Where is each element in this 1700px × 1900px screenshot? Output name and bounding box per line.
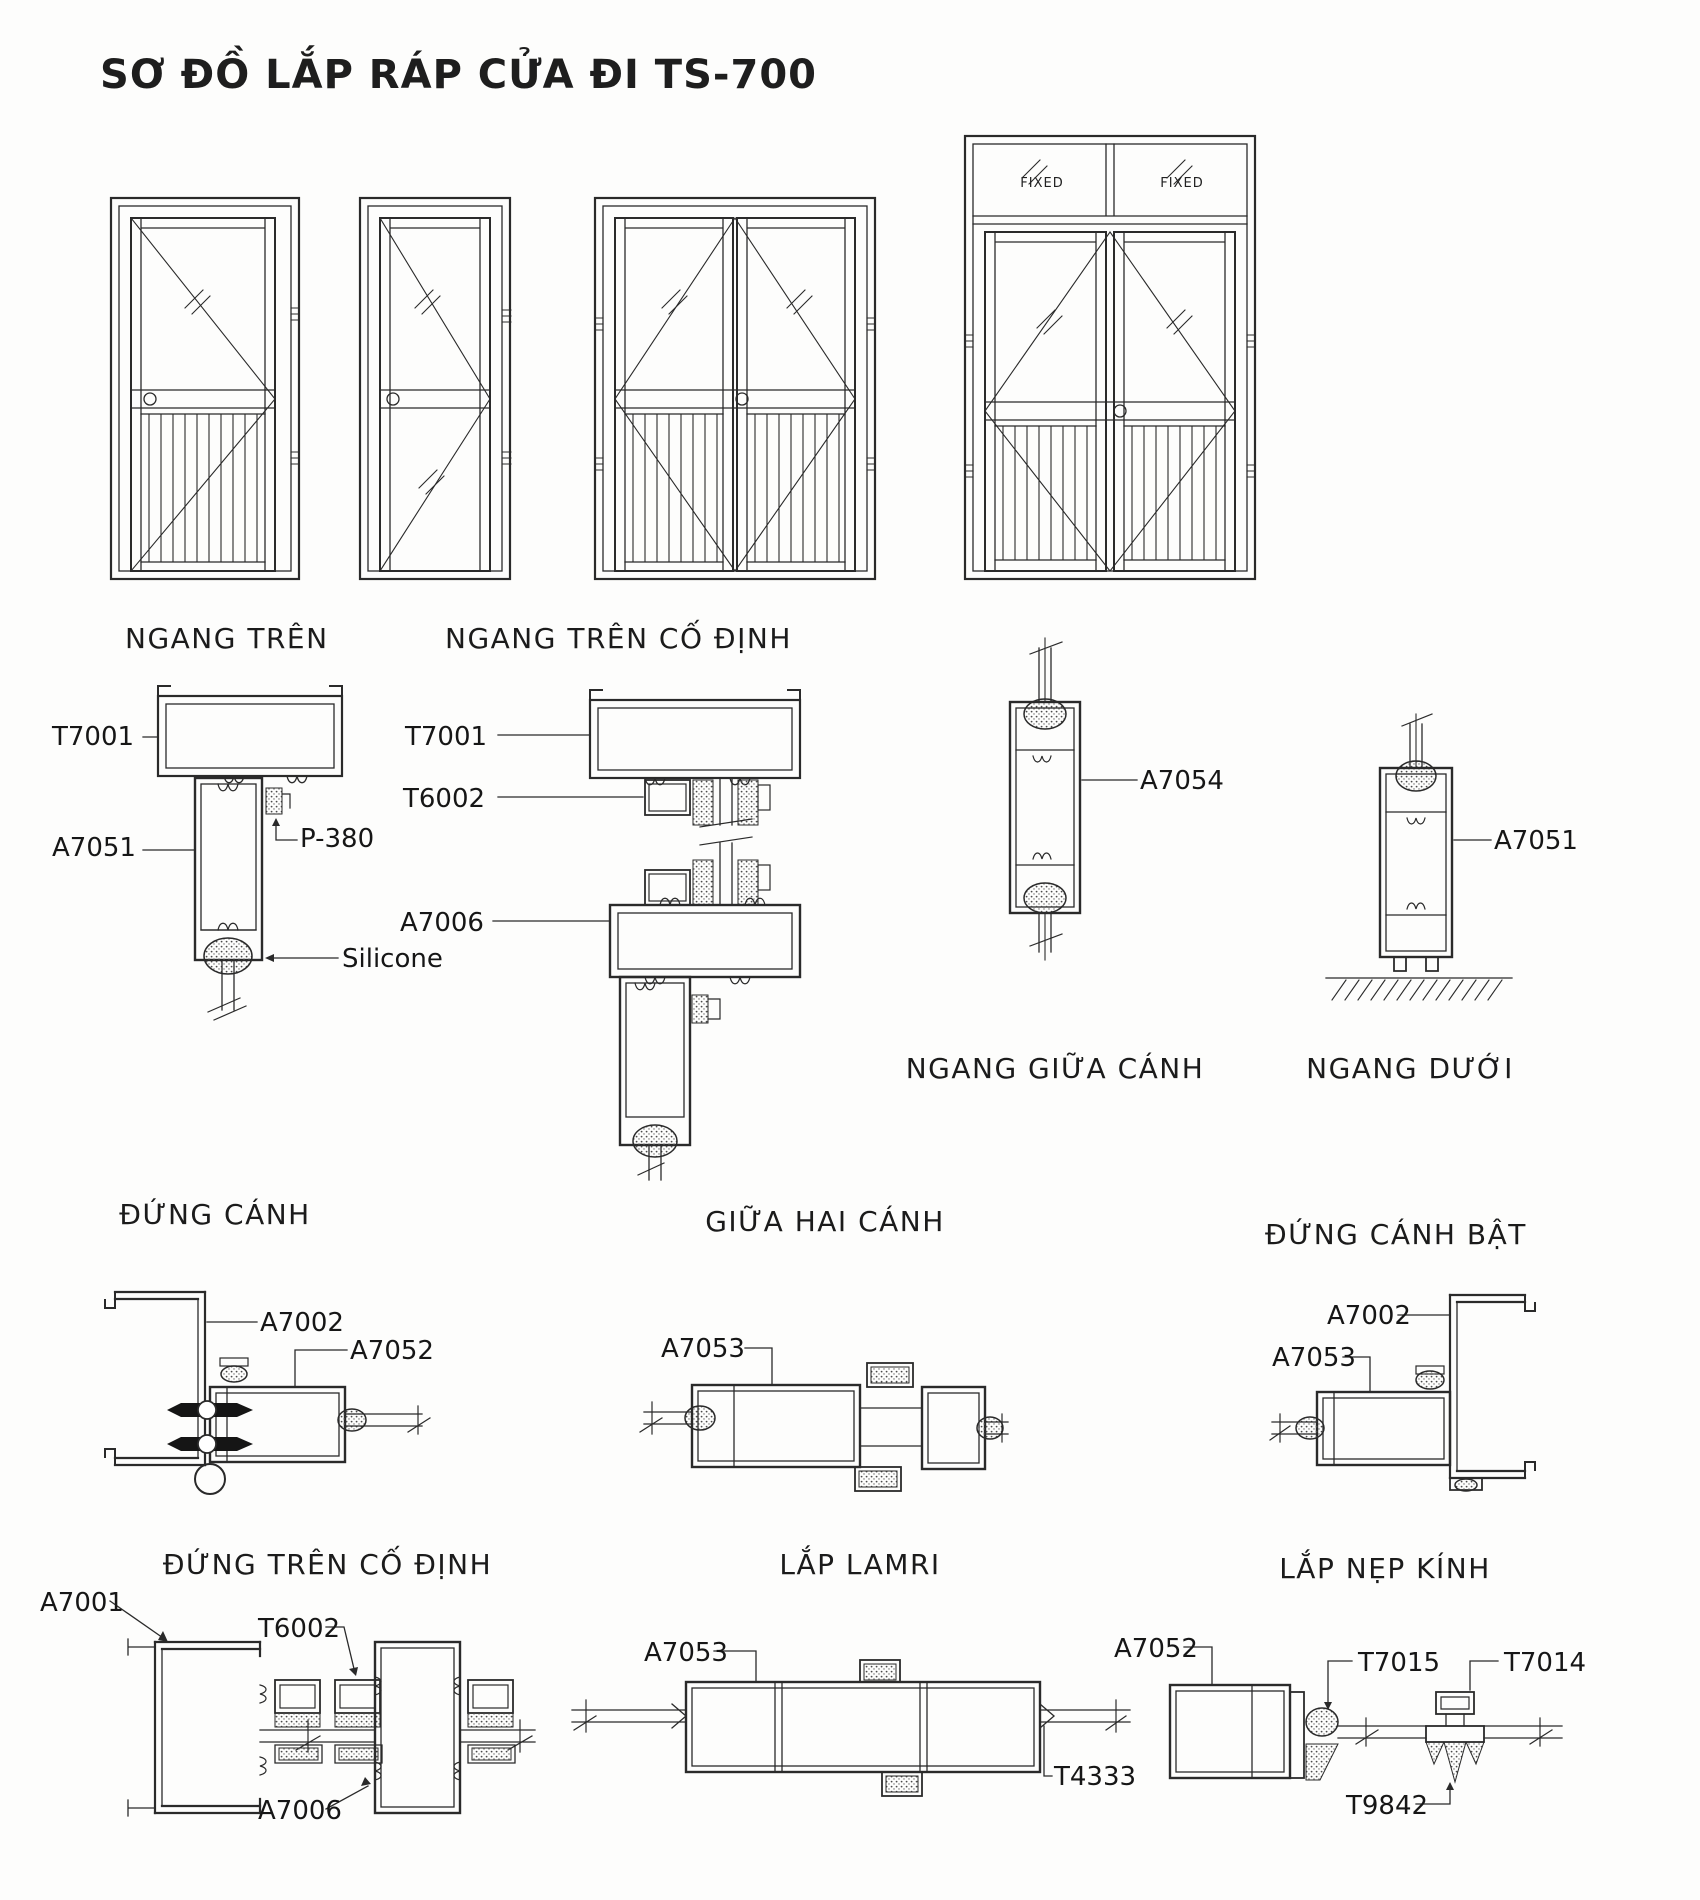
- a7006-profile: [610, 898, 800, 984]
- part-label-a7053-i: A7053: [644, 1638, 728, 1668]
- part-label-a7051-d: A7051: [1494, 826, 1578, 856]
- glass-left: [1270, 1414, 1324, 1442]
- ground-hatch: [1326, 978, 1512, 1000]
- t7001-profile: [590, 690, 800, 785]
- a7053-lamri-assembly: [686, 1660, 1040, 1796]
- glass-2: [1484, 1718, 1562, 1746]
- door-elevation-double-louver: [590, 190, 880, 585]
- part-label-silicone: Silicone: [342, 944, 443, 974]
- part-label-a7006-h: A7006: [258, 1796, 342, 1826]
- a7054-profile: [1010, 638, 1080, 960]
- a7051-profile: [195, 778, 262, 960]
- t7001-profile: [158, 686, 342, 783]
- section-dung-canh-bat-drawing: [1260, 1280, 1600, 1495]
- door-elevation-single-glass: [355, 190, 515, 585]
- a7052-profile: [1170, 1685, 1290, 1778]
- a7053-right-profile: [922, 1387, 985, 1469]
- fixed-panel-label-left: FIXED: [1020, 176, 1064, 191]
- t6002-blocks-and-gaskets: [275, 1680, 513, 1727]
- glass-right: [977, 1414, 1008, 1442]
- t7015-bead: [1290, 1692, 1338, 1780]
- a7002-frame-profile: [1450, 1295, 1535, 1478]
- interlock-center: [855, 1363, 922, 1491]
- a7001-frame-profile: [128, 1639, 266, 1816]
- caption-lap-lamri: LẮP LAMRI: [779, 1548, 941, 1581]
- part-label-a7052-j: A7052: [1114, 1634, 1198, 1664]
- glass-1: [1338, 1718, 1426, 1746]
- glass-left: [572, 1700, 686, 1732]
- t6002-glazing-blocks: [645, 780, 770, 905]
- part-label-t9842: T9842: [1346, 1791, 1429, 1821]
- glass-left: [640, 1402, 715, 1434]
- leader-line: [745, 1348, 772, 1385]
- section-ngang-giua-canh-drawing: [950, 630, 1250, 970]
- a7053-sash-profile: [1317, 1392, 1450, 1465]
- silicone-joint: [204, 938, 252, 1020]
- caption-ngang-duoi: NGANG DƯỚI: [1306, 1052, 1514, 1085]
- part-label-t7001-a: T7001: [52, 722, 135, 752]
- part-label-t4333: T4333: [1054, 1762, 1137, 1792]
- caption-lap-nep-kinh: LẮP NẸP KÍNH: [1279, 1552, 1491, 1585]
- part-label-t6002-b: T6002: [403, 784, 486, 814]
- part-label-a7002-e: A7002: [260, 1308, 344, 1338]
- caption-dung-tren-co-dinh: ĐỨNG TRÊN CỐ ĐỊNH: [162, 1548, 493, 1581]
- gasket-top: [1416, 1366, 1444, 1389]
- page-title: SƠ ĐỒ LẮP RÁP CỬA ĐI TS-700: [100, 52, 817, 98]
- fixed-panel-label-right: FIXED: [1160, 176, 1204, 191]
- part-label-a7001-h: A7001: [40, 1588, 124, 1618]
- section-dung-canh-drawing: [90, 1270, 450, 1505]
- leader-lines: [493, 735, 643, 921]
- part-label-p380: P-380: [300, 824, 375, 854]
- gasket-bottom: [1450, 1478, 1482, 1491]
- caption-ngang-tren: NGANG TRÊN: [125, 622, 329, 655]
- t7014-clamp: [1426, 1692, 1484, 1782]
- part-label-t7015: T7015: [1358, 1648, 1441, 1678]
- door-elevation-single-louver: [105, 190, 305, 585]
- door-elevation-double-fixed-transom: [960, 130, 1260, 585]
- part-label-a7006-b: A7006: [400, 908, 484, 938]
- under-glass-hooks: [275, 1745, 515, 1763]
- part-label-t7014: T7014: [1504, 1648, 1587, 1678]
- part-label-a7002-g: A7002: [1327, 1301, 1411, 1331]
- section-ngang-duoi-drawing: [1320, 700, 1650, 1010]
- part-label-t7001-b: T7001: [405, 722, 488, 752]
- caption-dung-canh: ĐỨNG CÁNH: [119, 1198, 311, 1231]
- caption-dung-canh-bat: ĐỨNG CÁNH BẬT: [1265, 1218, 1527, 1251]
- part-label-a7054: A7054: [1140, 766, 1224, 796]
- a7006-profile: [375, 1642, 460, 1813]
- part-label-a7051-a: A7051: [52, 833, 136, 863]
- gasket-top: [220, 1358, 248, 1382]
- caption-giua-hai-canh: GIỮA HAI CÁNH: [705, 1205, 945, 1238]
- part-label-a7052-e: A7052: [350, 1336, 434, 1366]
- p380-gasket: [266, 788, 290, 814]
- a7053-left-profile: [692, 1385, 860, 1467]
- caption-ngang-giua-canh: NGANG GIỮA CÁNH: [905, 1052, 1205, 1085]
- part-label-a7053-f: A7053: [661, 1334, 745, 1364]
- hinge-knuckle-circle: [195, 1464, 225, 1494]
- part-label-t6002-h: T6002: [258, 1614, 341, 1644]
- glass-right: [338, 1406, 430, 1434]
- part-label-a7053-g: A7053: [1272, 1343, 1356, 1373]
- a7051-bottom-profile: [1380, 714, 1452, 971]
- door-top-rail-profile: [620, 977, 720, 1180]
- caption-ngang-tren-co-dinh: NGANG TRÊN CỐ ĐỊNH: [445, 622, 792, 655]
